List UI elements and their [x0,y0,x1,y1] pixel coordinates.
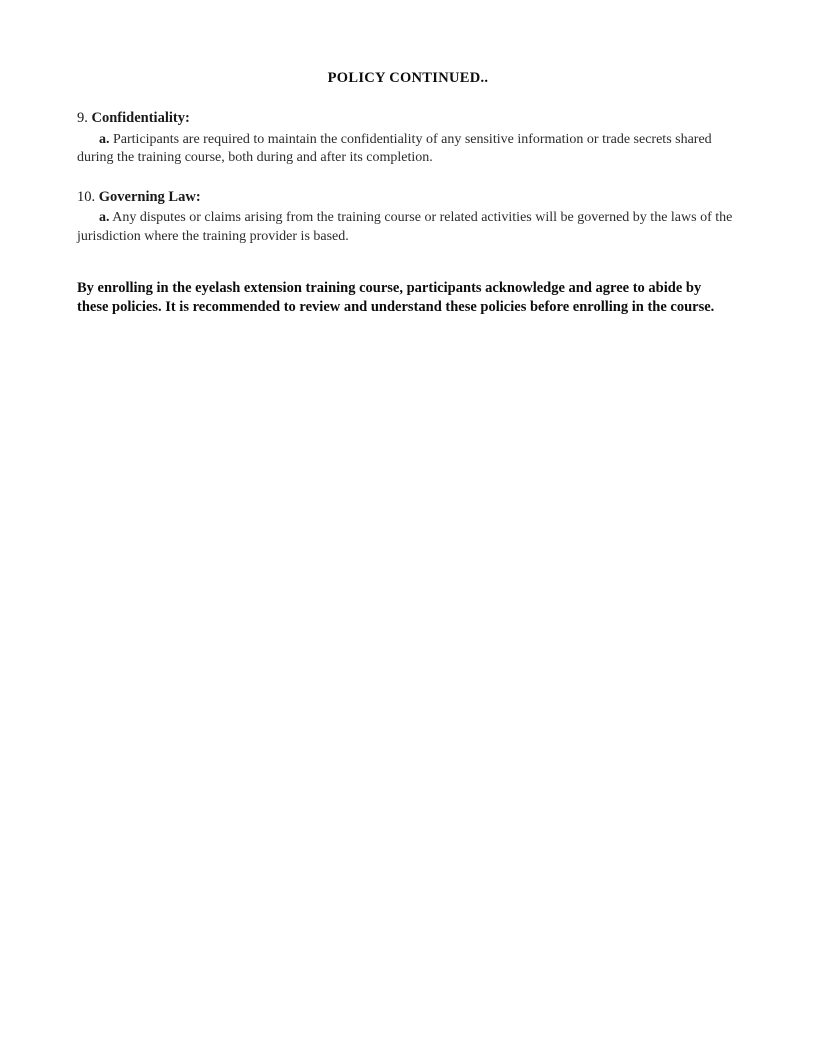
section-title-9: Confidentiality: [91,110,190,126]
section-title-10: Governing Law: [98,188,201,205]
policy-section-10 [77,188,739,247]
section-number-9: 9. [77,110,88,126]
section-heading-10 [77,188,739,208]
policy-section-9 [77,109,739,168]
section-body-10 [77,209,739,246]
section-text-10: Any disputes or claims arising from the training course or related activities will be governed by the laws of the jurisdiction where the training provider is based. [77,210,733,244]
section-body-9 [77,131,739,168]
page-title: POLICY CONTINUED.. [327,70,489,86]
section-sublabel-10: a. [99,210,110,226]
section-heading-9 [77,109,739,129]
closing-statement: By enrolling in the eyelash extension training course, participants acknowledge and agree to abide by these policies. It is recommended to review and understand these policies before enrolling in the course. [77,279,715,316]
section-number-10: 10. [77,188,96,205]
document-body [77,70,739,333]
section-text-9: Participants are required to maintain the confidentiality of any sensitive information or trade secrets shared during the training course, both during and after its completion. [77,131,712,166]
section-sublabel-9: a. [99,131,110,147]
